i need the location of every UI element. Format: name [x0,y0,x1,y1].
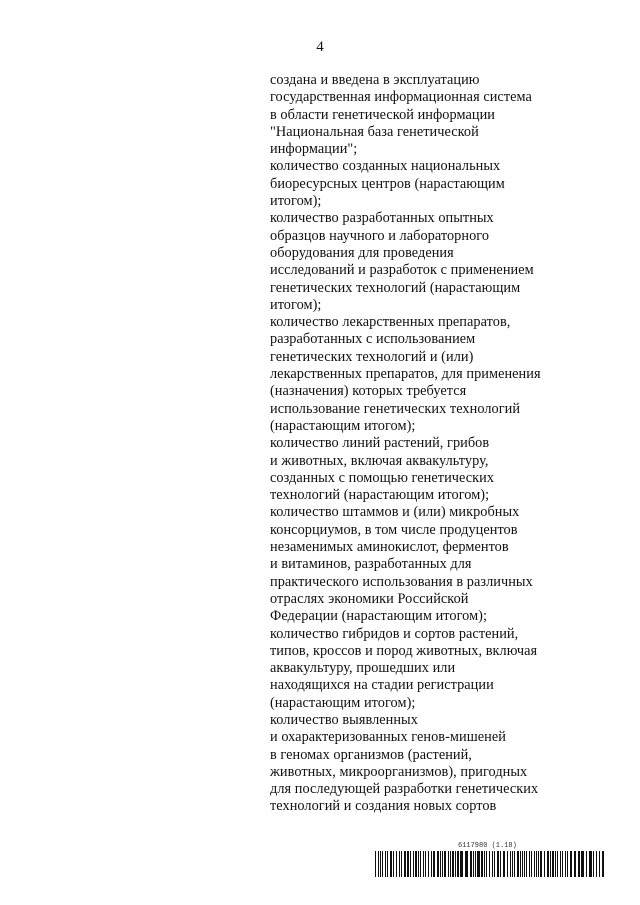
barcode-bar [520,851,521,877]
barcode-bar [497,851,499,877]
barcode-bar [425,851,426,877]
text-line: Федерации (нарастающим итогом); [270,608,487,625]
barcode-bar [465,851,468,877]
barcode-bar [457,851,459,877]
barcode-bar [512,851,513,877]
barcode-bar [567,851,568,877]
barcode-bar [404,851,406,877]
barcode-bar [574,851,576,877]
barcode-bar [531,851,532,877]
barcode-bar [555,851,556,877]
text-line: генетических технологий и (или) [270,348,474,365]
text-line: "Национальная база генетической [270,123,479,140]
barcode-bar [581,851,584,877]
text-line: в геномах организмов (растений, [270,746,472,763]
barcode-bar [390,851,392,877]
barcode-bar [517,851,519,877]
barcode-bar [450,851,451,877]
barcode-bar [538,851,539,877]
text-line: незаменимых аминокислот, ферментов [270,539,509,556]
barcode-bar [410,851,411,877]
barcode-bar [589,851,592,877]
barcode-bar [500,851,501,877]
barcode-bar [596,851,597,877]
barcode-bar [385,851,386,877]
barcode-bar [536,851,537,877]
text-line: разработанных с использованием [270,331,476,348]
barcode-bar [510,851,511,877]
text-line: (нарастающим итогом); [270,694,416,711]
barcode-bar [586,851,587,877]
text-line: создана и введена в эксплуатацию [270,72,480,88]
barcode-bar [570,851,572,877]
barcode-bar [428,851,429,877]
barcode-bar [378,851,379,877]
page-number: 4 [316,39,324,55]
text-line: использование генетических технологий [270,400,521,417]
barcode-bar [565,851,566,877]
barcode-bar [455,851,456,877]
text-line: (назначения) которых требуется [270,383,467,400]
barcode-bar [431,851,432,877]
barcode-bar [401,851,402,877]
barcode-bar [494,851,495,877]
text-line: количество созданных национальных [270,158,501,175]
text-line: находящихся на стадии регистрации [270,677,494,694]
barcode-bar [452,851,454,877]
text-line: животных, микроорганизмов), пригодных [270,763,528,780]
barcode-bar [526,851,527,877]
text-line: аквакультуру, прошедших или [270,660,456,677]
barcode-bar [444,851,446,877]
text-line: количество линий растений, грибов [270,435,490,452]
barcode-bar [552,851,554,877]
barcode [375,851,605,877]
barcode-bar [534,851,535,877]
barcode-bar [475,851,476,877]
barcode-bar [423,851,424,877]
barcode-bar [550,851,551,877]
barcode-bar [399,851,400,877]
barcode-bar [481,851,483,877]
text-line: количество выявленных [270,711,418,728]
barcode-bar [393,851,394,877]
barcode-bar [415,851,417,877]
text-line: количество разработанных опытных [270,210,494,227]
text-line: практического использования в различных [270,573,533,590]
text-line: биоресурсных центров (нарастающим [270,175,505,192]
barcode-bar [578,851,580,877]
barcode-bar [593,851,594,877]
barcode-bar [522,851,523,877]
barcode-bar [382,851,383,877]
text-line: образцов научного и лабораторного [270,227,490,244]
barcode-bar [486,851,487,877]
barcode-bar [540,851,542,877]
text-line: итогом); [270,296,322,313]
text-line: технологий и создания новых сортов [270,798,497,815]
barcode-label: 6117980 (1.18) [458,842,517,850]
barcode-bar [460,851,463,877]
text-line: типов, кроссов и пород животных, включая [270,642,538,659]
text-line: и животных, включая аквакультуру, [270,452,489,469]
text-line: государственная информационная система [270,89,532,106]
barcode-bar [514,851,515,877]
text-line: генетических технологий (нарастающим [270,279,521,296]
text-line: количество штаммов и (или) микробных [270,504,520,521]
text-line: (нарастающим итогом); [270,417,416,434]
barcode-bar [503,851,505,877]
text-line: количество лекарственных препаратов, [270,314,511,331]
text-line: для последующей разработки генетических [270,781,539,798]
barcode-bar [557,851,558,877]
text-line: оборудования для проведения [270,244,454,261]
barcode-bar [484,851,485,877]
text-line: исследований и разработок с применением [270,262,534,279]
barcode-bar [560,851,561,877]
barcode-bar [492,851,493,877]
barcode-bar [380,851,381,877]
barcode-bar [413,851,414,877]
text-line: и витаминов, разработанных для [270,556,472,573]
barcode-bar [473,851,474,877]
text-line: в области генетической информации [270,106,495,123]
barcode-bar [448,851,449,877]
barcode-bar [433,851,435,877]
document-body [270,72,615,816]
text-line: созданных с помощью генетических [270,469,495,486]
barcode-bar [489,851,490,877]
barcode-bar [437,851,439,877]
text-line: консорциумов, в том числе продуцентов [270,521,518,538]
text-line: информации"; [270,141,358,158]
barcode-bar [442,851,443,877]
barcode-bar [544,851,545,877]
barcode-bar [440,851,441,877]
barcode-bar [599,851,600,877]
barcode-bar [375,851,376,877]
text-line: лекарственных препаратов, для применения [270,366,541,383]
barcode-bar [470,851,472,877]
text-line: итогом); [270,193,322,210]
barcode-bar [602,851,604,877]
text-line: отраслях экономики Российской [270,590,469,607]
barcode-bar [524,851,525,877]
text-line: и охарактеризованных генов-мишеней [270,729,506,746]
barcode-bar [507,851,508,877]
barcode-bar [387,851,388,877]
barcode-bar [407,851,409,877]
barcode-bar [529,851,530,877]
barcode-bar [562,851,563,877]
text-line: количество гибридов и сортов растений, [270,625,519,642]
barcode-bar [418,851,419,877]
barcode-bar [420,851,421,877]
barcode-bar [396,851,397,877]
barcode-bar [477,851,480,877]
barcode-bar [547,851,549,877]
text-line: технологий (нарастающим итогом); [270,487,490,504]
